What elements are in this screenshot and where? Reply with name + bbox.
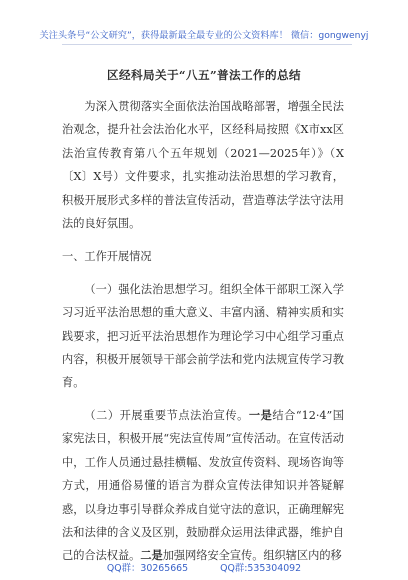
footer-qq-group-2: QQ群:535304092 (220, 563, 302, 574)
header-promo-note: 关注头条号“公文研究”，获得最新最全最专业的公文资料库！ 微信：gongwenyj (39, 30, 369, 41)
header-divider (62, 44, 352, 45)
item-2-paragraph (62, 404, 344, 568)
item-1-paragraph: （一）强化法治思想学习。组织全体干部职工深入学习习近平法治思想的重大意义、丰富内涵、精神实质和实践要求，把习近平法治思想作为理论学习中心组学习重点内容，积极开展领导干部会前学法和党内法规宣传学习教育。 (62, 282, 344, 390)
item-2-lead-second: 二是 (140, 548, 163, 563)
item-2-text-first: 结合“12·4”国家宪法日，积极开展“宪法宣传周”宣传活动。在宣传活动中，工作人员通过悬挂横幅、发放宣传资料、现场咨询等方式，用通俗易懂的语言为群众宣传法律知识并答疑解惑，以身边事引导群众养成自觉守法的意识，正确理解宪法和法律的含义及区别，鼓励群众运用法律武器，维护自己的合法权益。 (62, 408, 344, 563)
paragraph-spacer (62, 395, 344, 404)
footer-qq-group-1: QQ群：30265665 (106, 563, 189, 574)
footer-contact (0, 560, 408, 574)
document-title: 区经科局关于“八五”普法工作的总结 (106, 68, 302, 82)
item-2-heading: （二）开展重要节点法治宣传。 (84, 408, 249, 422)
intro-paragraph: 为深入贯彻落实全面依法治国战略部署，增强全民法治观念，提升社会法治化水平，区经科局按照《X市xx区法治宣传教育第八个五年规划（2021—2025年）》（X〔X〕X号）文件要求，扎实推动法治思想的学习教育，积极开展形式多样的普法宣传活动，营造尊法学法守法用法的良好氛围。 (62, 100, 344, 231)
document-body (62, 95, 344, 568)
item-2-text-second: 加强网络安全宣传。组织辖区内的移 (162, 549, 342, 563)
item-2-lead-first: 一是 (248, 407, 273, 422)
section-heading-work-status: 一、工作开展情况 (62, 250, 152, 264)
